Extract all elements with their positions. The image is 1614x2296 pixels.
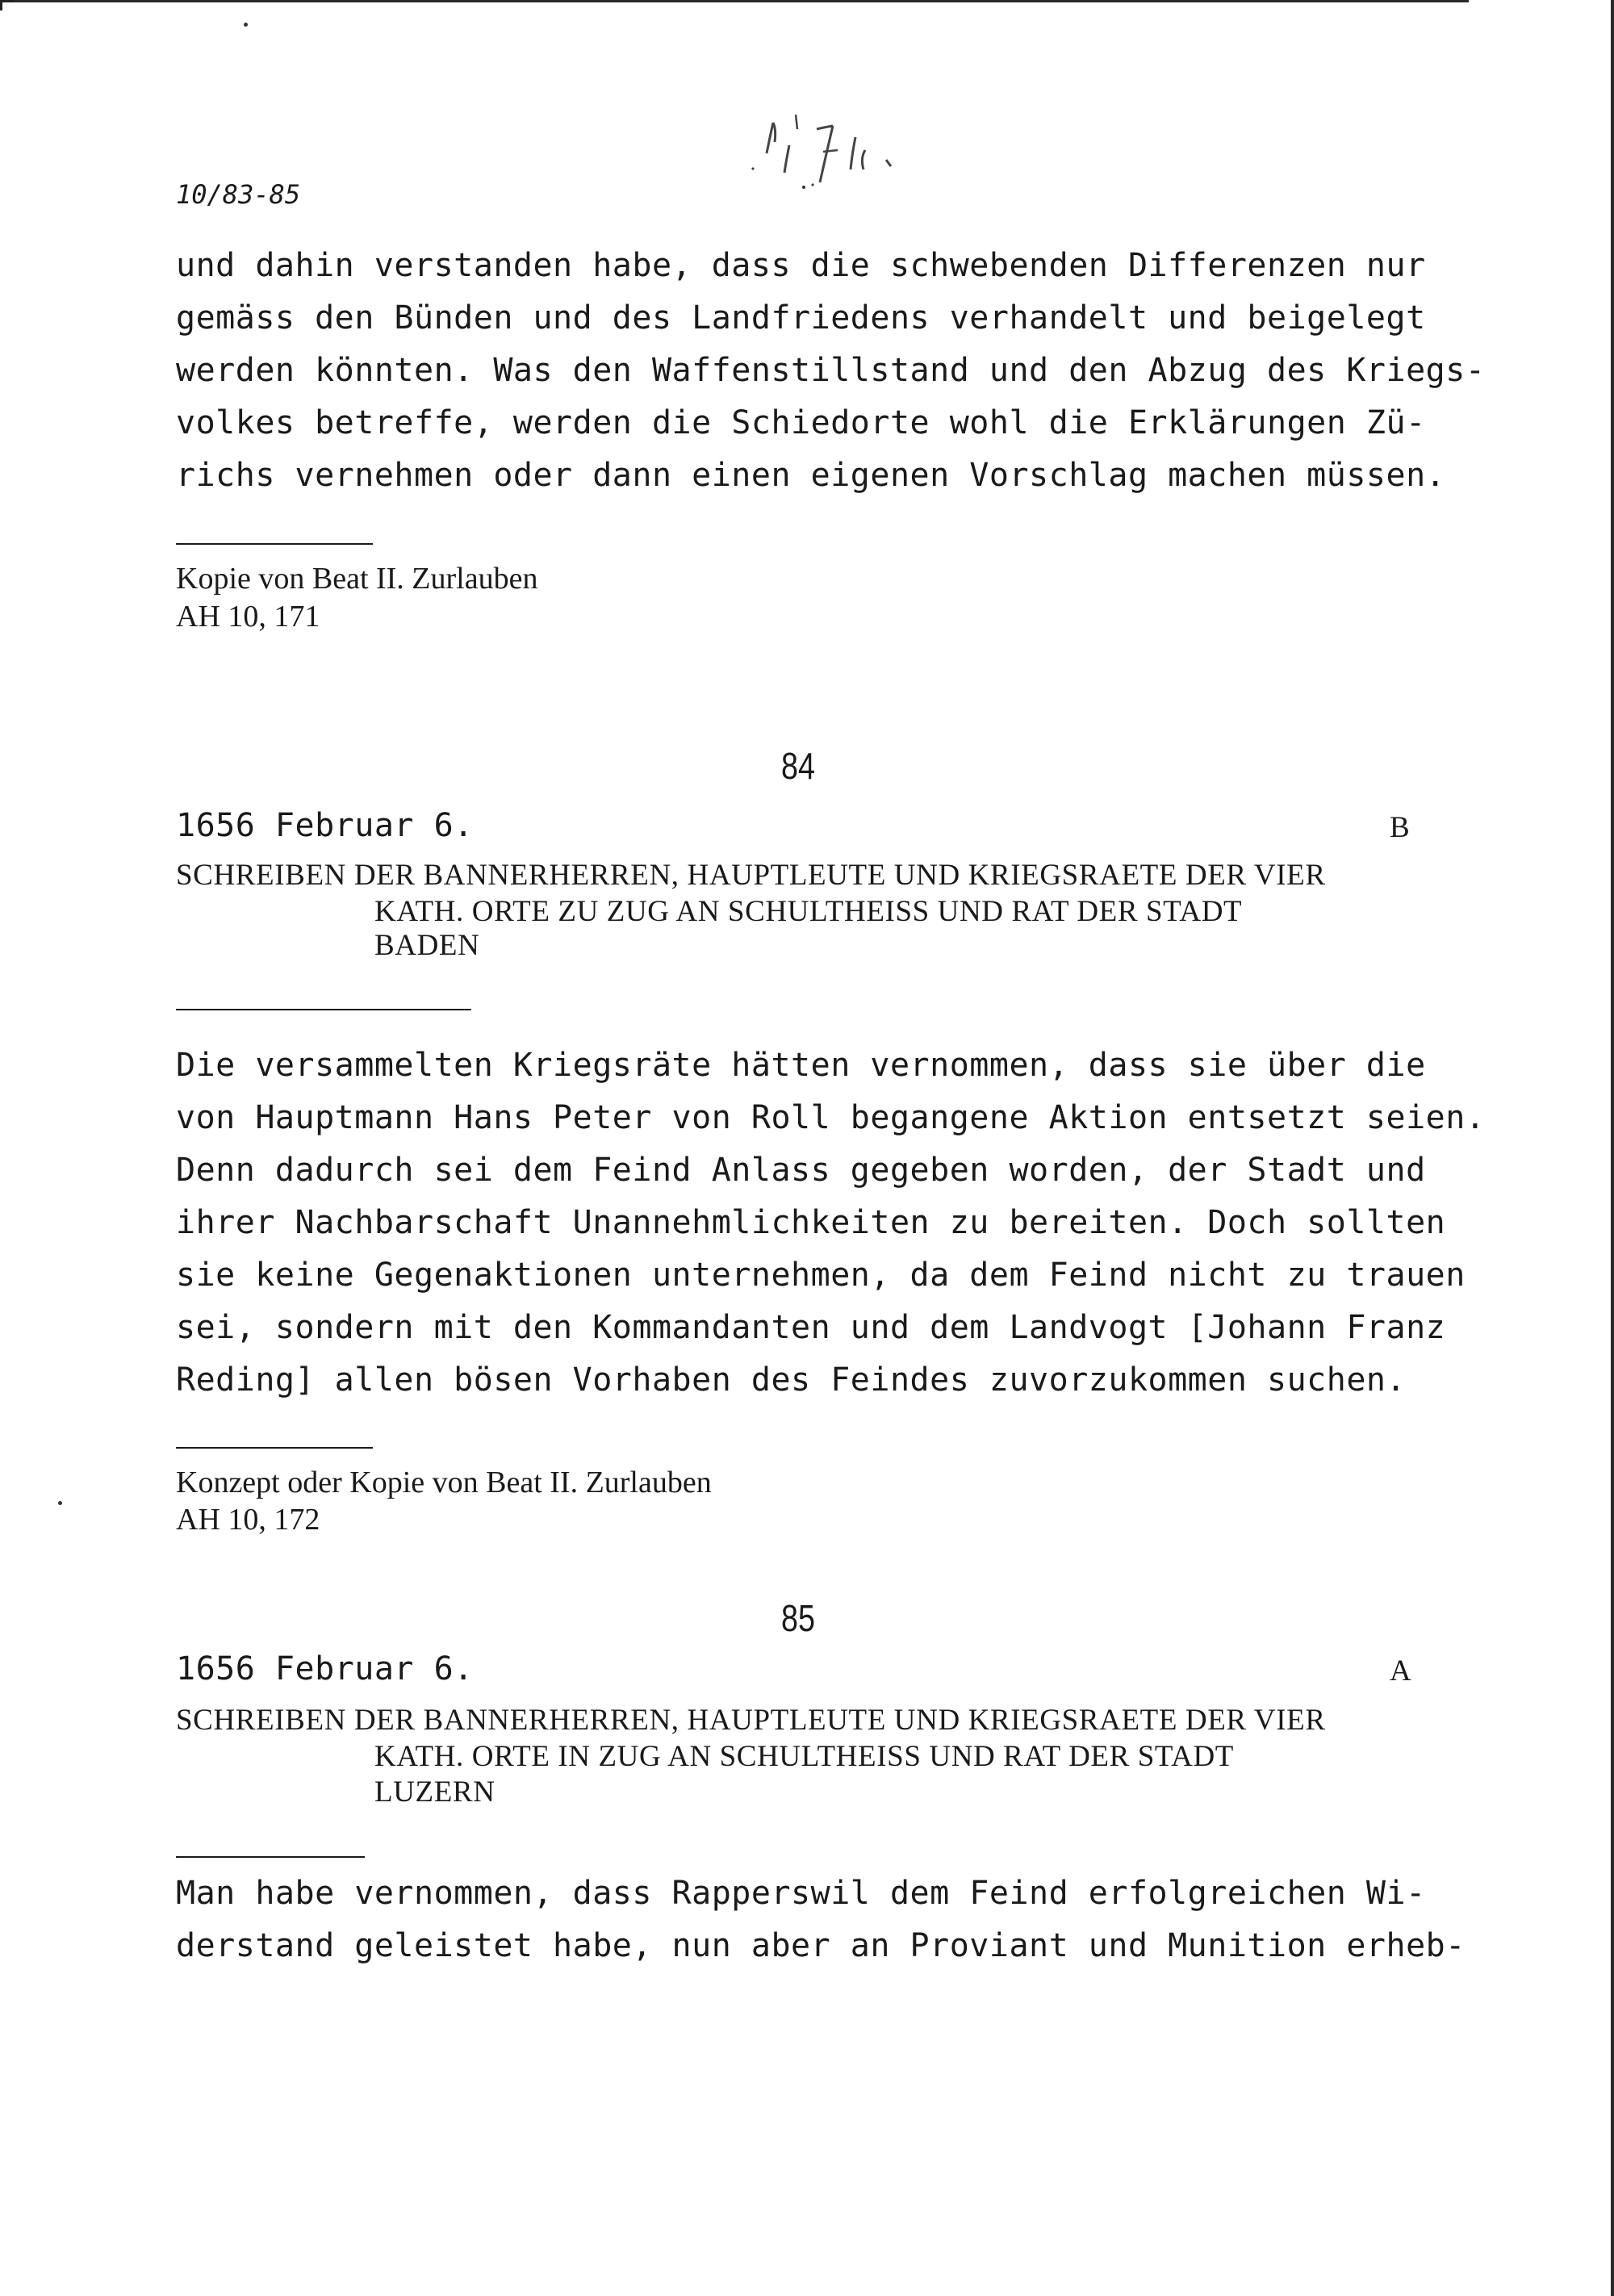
doc83-body-line: werden könnten. Was den Waffenstillstand und den Abzug des Kriegs- bbox=[176, 352, 1486, 389]
doc85-date: 1656 Februar 6. bbox=[176, 1650, 474, 1687]
scan-border-right bbox=[1611, 0, 1614, 2296]
doc84-body-line: Denn dadurch sei dem Feind Anlass gegeben worden, der Stadt und bbox=[176, 1152, 1426, 1189]
doc85-title-line: SCHREIBEN DER BANNERHERREN, HAUPTLEUTE UND KRIEGSRAETE DER VIER bbox=[176, 1704, 1326, 1737]
doc84-body-line: sei, sondern mit den Kommandanten und dem Landvogt [Johann Franz bbox=[176, 1309, 1446, 1346]
section-divider bbox=[176, 1447, 373, 1449]
doc83-body-line: und dahin verstanden habe, dass die schwebenden Differenzen nur bbox=[176, 247, 1426, 284]
doc84-source: Konzept oder Kopie von Beat II. Zurlauben bbox=[176, 1466, 712, 1499]
doc84-title-line: BADEN bbox=[374, 929, 480, 962]
doc85-title-line: KATH. ORTE IN ZUG AN SCHULTHEISS UND RAT DER STADT bbox=[374, 1740, 1234, 1773]
doc85-body-line: Man habe vernommen, dass Rapperswil dem Feind erfolgreichen Wi- bbox=[176, 1875, 1426, 1912]
doc84-title-line: KATH. ORTE ZU ZUG AN SCHULTHEISS UND RAT DER STADT bbox=[374, 895, 1243, 928]
scan-speck bbox=[244, 23, 248, 27]
doc83-body-line: richs vernehmen oder dann einen eigenen Vorschlag machen müssen. bbox=[176, 457, 1446, 494]
doc83-body-line: volkes betreffe, werden die Schiedorte wohl die Erklärungen Zü- bbox=[176, 404, 1426, 441]
scan-speck bbox=[58, 1501, 62, 1505]
doc83-body-line: gemäss den Bünden und des Landfriedens verhandelt und beigelegt bbox=[176, 299, 1426, 337]
section-divider bbox=[176, 1009, 471, 1010]
section-divider bbox=[176, 543, 373, 545]
doc84-title-line: SCHREIBEN DER BANNERHERREN, HAUPTLEUTE UND KRIEGSRAETE DER VIER bbox=[176, 859, 1326, 892]
doc84-body-line: von Hauptmann Hans Peter von Roll begangene Aktion entsetzt seien. bbox=[176, 1099, 1486, 1136]
doc84-body-line: sie keine Gegenaktionen unternehmen, da dem Feind nicht zu trauen bbox=[176, 1257, 1466, 1294]
doc84-body-line: Die versammelten Kriegsräte hätten vernommen, dass sie über die bbox=[176, 1047, 1426, 1084]
doc85-number: 85 bbox=[781, 1597, 815, 1639]
section-divider bbox=[176, 1856, 365, 1858]
doc84-number: 84 bbox=[781, 745, 815, 787]
doc84-date: 1656 Februar 6. bbox=[176, 807, 474, 844]
doc85-title-line: LUZERN bbox=[374, 1775, 495, 1809]
doc85-letter: A bbox=[1390, 1654, 1411, 1687]
doc84-letter: B bbox=[1390, 811, 1410, 844]
doc83-source: Kopie von Beat II. Zurlauben bbox=[176, 562, 538, 596]
handwritten-folio-number bbox=[742, 105, 920, 194]
doc84-archive-ref: AH 10, 172 bbox=[176, 1503, 320, 1537]
scan-corner-mark bbox=[0, 0, 14, 10]
doc83-archive-ref: AH 10, 171 bbox=[176, 600, 320, 634]
doc85-body-line: derstand geleistet habe, nun aber an Proviant und Munition erheb- bbox=[176, 1927, 1466, 1964]
scan-border-top bbox=[0, 0, 1469, 2]
doc84-body-line: Reding] allen bösen Vorhaben des Feindes zuvorzukommen suchen. bbox=[176, 1361, 1407, 1399]
doc84-body-line: ihrer Nachbarschaft Unannehmlichkeiten zu bereiten. Doch sollten bbox=[176, 1204, 1446, 1241]
archive-reference: 10/83-85 bbox=[176, 179, 301, 210]
